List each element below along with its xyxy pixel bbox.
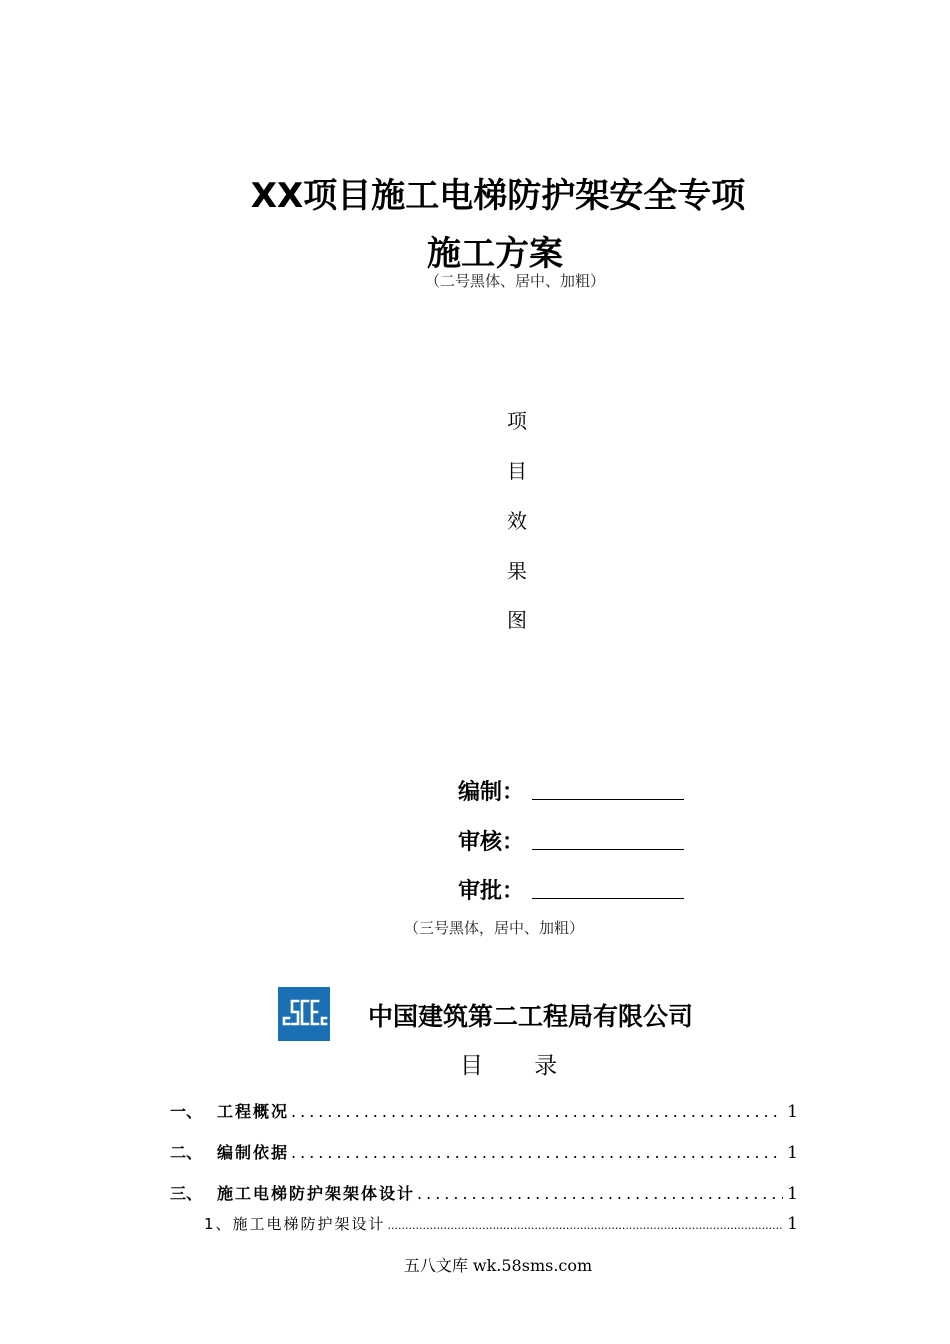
signature-format-note: （三号黑体，居中、加粗） bbox=[404, 919, 585, 937]
toc-item-page: 1 bbox=[787, 1102, 798, 1122]
signature-row-approve bbox=[458, 869, 684, 905]
signature-row-review bbox=[458, 820, 684, 856]
toc-item[interactable] bbox=[170, 1181, 798, 1204]
signature-label: 审核： bbox=[458, 830, 525, 855]
signature-blank-line bbox=[532, 799, 684, 800]
signature-label: 编制： bbox=[458, 780, 525, 805]
document-title-line2: 施工方案 bbox=[427, 234, 563, 274]
signature-row-compile bbox=[458, 770, 684, 806]
toc-item-page: 1 bbox=[787, 1143, 798, 1163]
signature-blank-line bbox=[532, 849, 684, 850]
placeholder-char-4: 果 bbox=[507, 559, 527, 583]
toc-item-number: 一、 bbox=[170, 1102, 203, 1121]
toc-item-text: 编制依据 bbox=[217, 1143, 290, 1162]
toc-item-number: 二、 bbox=[170, 1143, 203, 1162]
toc-leader-dots bbox=[291, 1143, 783, 1162]
signature-label: 审批： bbox=[458, 879, 525, 904]
toc-title: 目 录 bbox=[460, 1053, 580, 1079]
document-title-line1: XX项目施工电梯防护架安全专项 bbox=[250, 176, 746, 216]
placeholder-char-3: 效 bbox=[507, 509, 527, 533]
title-format-note: （二号黑体、居中、加粗） bbox=[425, 272, 606, 290]
toc-leader-dots bbox=[417, 1184, 783, 1203]
toc-item[interactable] bbox=[170, 1099, 798, 1122]
toc-item-number: 三、 bbox=[170, 1184, 203, 1203]
footer-watermark: 五八文库 wk.58sms.com bbox=[403, 1256, 593, 1275]
placeholder-char-1: 项 bbox=[507, 409, 527, 433]
toc-leader-dots bbox=[388, 1219, 784, 1232]
signature-blank-line bbox=[532, 898, 684, 899]
toc-item-text: 施工电梯防护架架体设计 bbox=[217, 1184, 416, 1203]
company-logo bbox=[278, 987, 330, 1041]
toc-subitem-page: 1 bbox=[787, 1214, 798, 1234]
toc-subitem[interactable] bbox=[204, 1213, 798, 1234]
toc-item-text: 工程概况 bbox=[217, 1102, 290, 1121]
placeholder-char-2: 目 bbox=[507, 459, 527, 483]
toc-item[interactable] bbox=[170, 1140, 798, 1163]
toc-subitem-text: 1、施工电梯防护架设计 bbox=[204, 1215, 386, 1233]
placeholder-char-5: 图 bbox=[507, 608, 527, 632]
cscec-logo-mark bbox=[278, 987, 330, 1041]
company-name: 中国建筑第二工程局有限公司 bbox=[368, 1002, 694, 1031]
toc-leader-dots bbox=[291, 1102, 783, 1121]
toc-item-page: 1 bbox=[787, 1184, 798, 1204]
